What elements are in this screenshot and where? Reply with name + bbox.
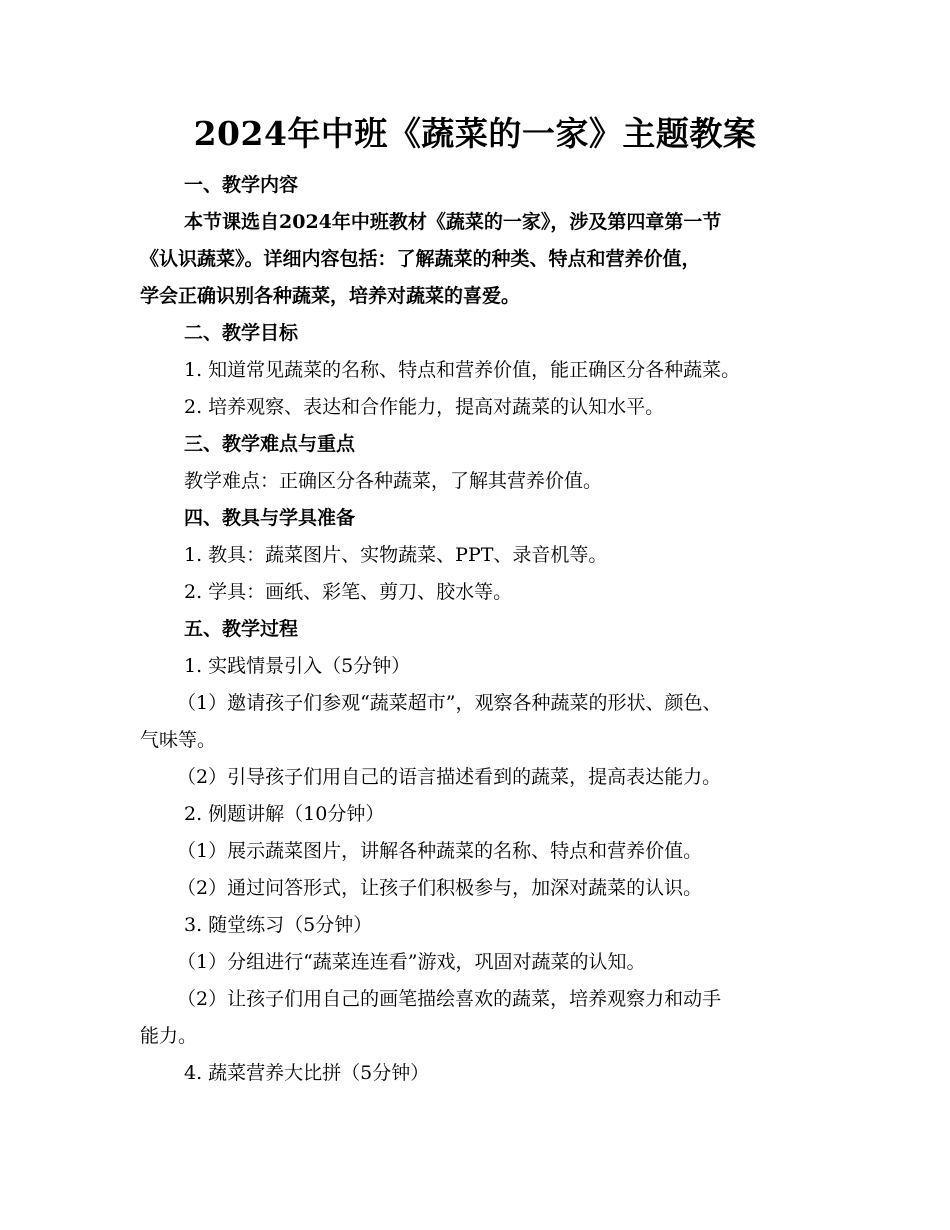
section-heading-content: 一、教学内容 (184, 174, 299, 196)
process-step-label: 3. 随堂练习（5分钟） (184, 914, 373, 936)
process-step-detail: 气味等。 (140, 729, 217, 751)
section-heading-materials: 四、教具与学具准备 (184, 507, 356, 529)
content-paragraph-line: 《认识蔬菜》。详细内容包括：了解蔬菜的种类、特点和营养价值， (140, 248, 701, 270)
process-step-label: 4. 蔬菜营养大比拼（5分钟） (184, 1062, 430, 1084)
process-step-label: 2. 例题讲解（10分钟） (184, 803, 385, 825)
materials-item: 2. 学具：画纸、彩笔、剪刀、胶水等。 (184, 581, 513, 603)
objective-item: 1. 知道常见蔬菜的名称、特点和营养价值，能正确区分各种蔬菜。 (184, 359, 741, 381)
process-step-label: 1. 实践情景引入（5分钟） (184, 655, 411, 677)
process-step-detail: 能力。 (140, 1025, 198, 1047)
process-step-detail: （1）展示蔬菜图片，讲解各种蔬菜的名称、特点和营养价值。 (177, 840, 703, 862)
difficulty-text: 教学难点：正确区分各种蔬菜，了解其营养价值。 (184, 470, 603, 492)
process-step-detail: （2）通过问答形式，让孩子们积极参与，加深对蔬菜的认识。 (177, 877, 703, 899)
section-heading-process: 五、教学过程 (184, 618, 299, 640)
process-step-detail: （1）邀请孩子们参观“蔬菜超市”，观察各种蔬菜的形状、颜色、 (177, 692, 722, 714)
materials-item: 1. 教具：蔬菜图片、实物蔬菜、PPT、录音机等。 (184, 544, 608, 566)
process-step-detail: （2）引导孩子们用自己的语言描述看到的蔬菜，提高表达能力。 (177, 766, 722, 788)
section-heading-objectives: 二、教学目标 (184, 322, 299, 344)
content-paragraph-line: 本节课选自2024年中班教材《蔬菜的一家》，涉及第四章第一节 (184, 211, 722, 233)
document-title: 2024年中班《蔬菜的一家》主题教案 (193, 114, 757, 153)
section-heading-difficulty: 三、教学难点与重点 (184, 433, 356, 455)
content-paragraph-line: 学会正确识别各种蔬菜，培养对蔬菜的喜爱。 (140, 285, 521, 307)
objective-item: 2. 培养观察、表达和合作能力，提高对蔬菜的认知水平。 (184, 396, 665, 418)
process-step-detail: （2）让孩子们用自己的画笔描绘喜欢的蔬菜，培养观察力和动手 (177, 988, 722, 1010)
process-step-detail: （1）分组进行“蔬菜连连看”游戏，巩固对蔬菜的认知。 (177, 951, 646, 973)
